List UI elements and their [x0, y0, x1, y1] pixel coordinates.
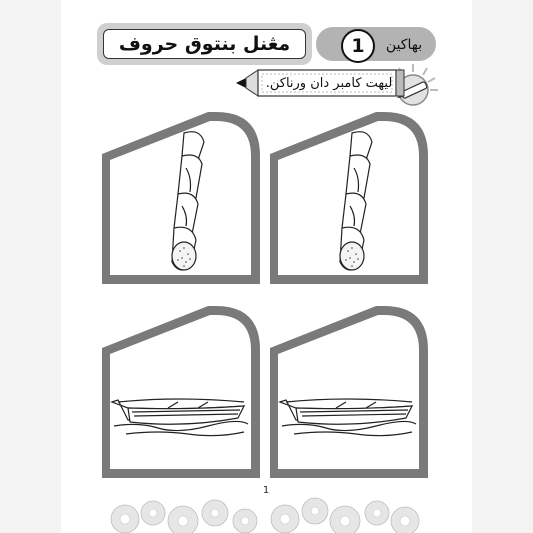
page-title: مڠنل بنتوق حروف — [103, 29, 306, 59]
instruction-text: ليهت کامبر دان ورناکن. — [265, 75, 393, 91]
picture-card-1 — [98, 108, 266, 288]
section-number: 1 — [341, 29, 375, 63]
left-margin — [0, 0, 61, 533]
picture-card-2 — [266, 108, 434, 288]
picture-card-4 — [266, 302, 434, 482]
picture-card-3 — [98, 302, 266, 482]
page-number: 1 — [262, 485, 270, 496]
right-margin — [472, 0, 533, 533]
flower-border-icon — [105, 495, 425, 533]
section-label: بهاکين — [385, 37, 423, 53]
title-frame — [97, 23, 312, 65]
